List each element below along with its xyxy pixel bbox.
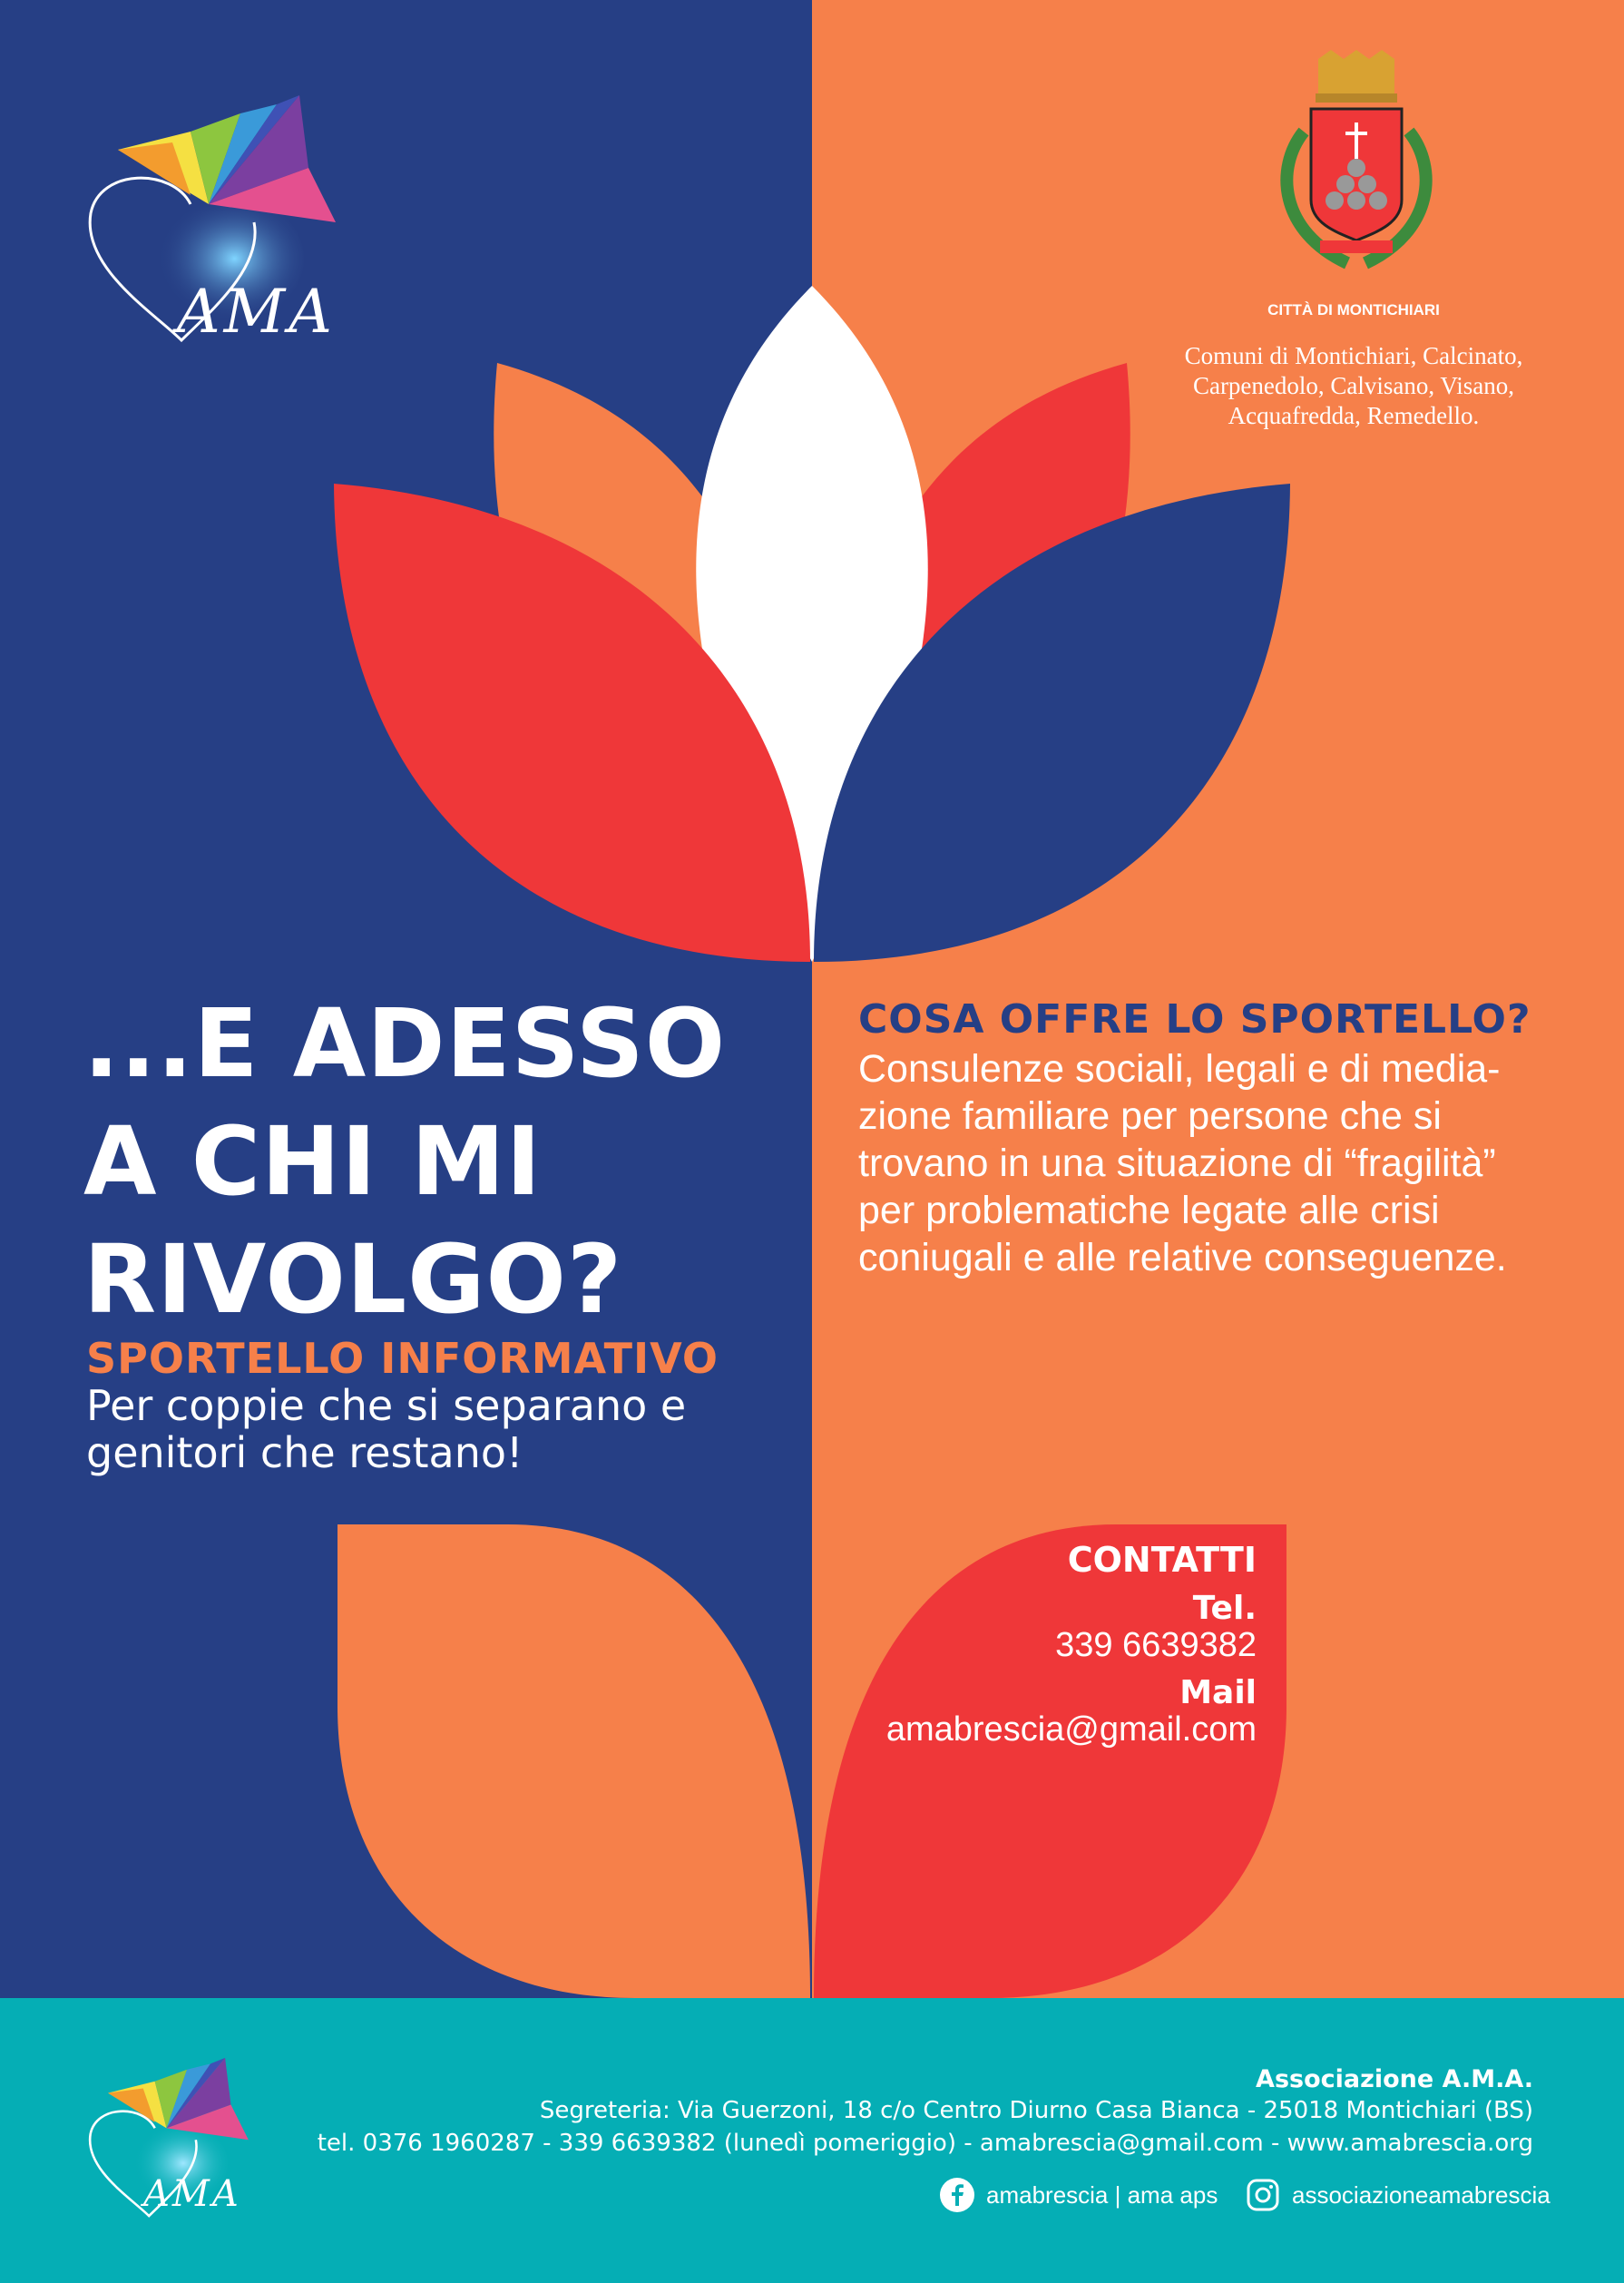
sportello-subtitle-line: genitori che restano! (86, 1428, 523, 1477)
tel-label: Tel. (1192, 1590, 1257, 1627)
footer-phones: tel. 0376 1960287 - 339 6639382 (lunedì pomeriggio) - amabrescia@gmail.com - www.amabrescia.org (317, 2130, 1533, 2157)
municipalities-line: Carpenedolo, Calvisano, Visano, (1192, 372, 1515, 399)
leaf-left (338, 1524, 810, 1998)
offer-body-line: per problematiche legate alle crisi (858, 1189, 1440, 1232)
tel-value[interactable]: 339 6639382 (1055, 1626, 1257, 1664)
headline-line: A CHI MI (83, 1106, 543, 1217)
sportello-title: SPORTELLO INFORMATIVO (86, 1334, 719, 1383)
municipalities-line: Comuni di Montichiari, Calcinato, (1184, 342, 1523, 369)
footer-address: Segreteria: Via Guerzoni, 18 c/o Centro Diurno Casa Bianca - 25018 Montichiari (BS) (539, 2097, 1533, 2124)
footer-logo-text: AMA (143, 2173, 241, 2215)
instagram-link[interactable] (1245, 2177, 1551, 2213)
municipalities-line: Acquafredda, Remedello. (1228, 402, 1480, 429)
coat-of-arms-icon (1257, 50, 1456, 290)
facebook-handle: amabrescia | ama aps (986, 2180, 1218, 2209)
instagram-handle: associazioneamabrescia (1292, 2180, 1551, 2209)
sportello-subtitle-line: Per coppie che si separano e (86, 1381, 687, 1430)
mail-value[interactable]: amabrescia@gmail.com (885, 1710, 1257, 1749)
coat-of-arms-caption: CITTÀ DI MONTICHIARI (1267, 301, 1440, 318)
facebook-icon (939, 2177, 975, 2213)
offer-body-line: coniugali e alle relative conseguenze. (858, 1236, 1507, 1279)
facebook-link[interactable] (939, 2177, 1218, 2213)
offer-body-line: trovano in una situazione di “fragilità” (858, 1142, 1496, 1185)
headline-line: ...E ADESSO (83, 988, 727, 1099)
offer-heading: COSA OFFRE LO SPORTELLO? (858, 996, 1531, 1043)
contacts-heading: CONTATTI (1067, 1540, 1257, 1580)
logo-text: AMA (177, 277, 336, 347)
offer-body-line: Consulenze sociali, legali e di media- (858, 1047, 1501, 1091)
footer-org-name: Associazione A.M.A. (1256, 2065, 1533, 2093)
headline-line: RIVOLGO? (83, 1224, 623, 1335)
mail-label: Mail (1179, 1674, 1257, 1711)
instagram-icon (1245, 2177, 1281, 2213)
offer-body-line: zione familiare per persone che si (858, 1094, 1442, 1138)
